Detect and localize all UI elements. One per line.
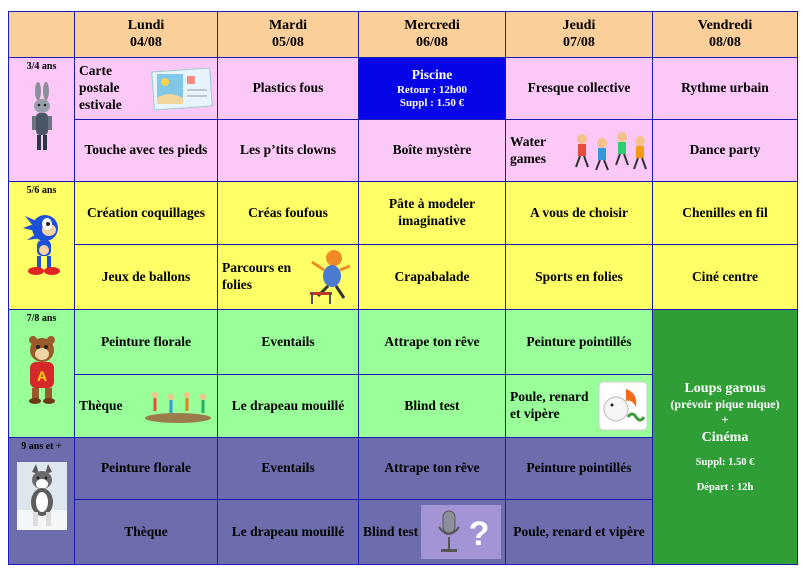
day-name: Mardi — [268, 18, 308, 34]
kids-playing-image — [570, 129, 648, 173]
header-day-thursday — [506, 12, 652, 57]
activity-label: A vous de choisir — [530, 204, 628, 220]
activity-r2-fri — [653, 120, 797, 181]
microphone-question-image — [421, 505, 501, 559]
age-group-label: 5/6 ans — [26, 185, 57, 196]
activity-label: Attrape ton rêve — [384, 333, 480, 349]
activity-label: Rythme urbain — [681, 80, 769, 96]
activity-label: Peinture pointillés — [526, 333, 632, 349]
activity-label: Peinture florale — [100, 460, 192, 476]
activity-label: Blind test — [404, 397, 460, 413]
activity-label: Poule, renard et vipère — [510, 389, 589, 421]
postcard-image — [151, 66, 213, 112]
activity-label: Créas foufous — [248, 204, 328, 220]
activity-r5-tue — [218, 310, 358, 374]
supplement-price: Suppl: 1.50 € — [695, 457, 755, 468]
friday-outing-cell — [653, 310, 797, 564]
activity-label: Peinture florale — [100, 333, 192, 349]
activity-r5-thu — [506, 310, 652, 374]
activity-label: Attrape ton rêve — [384, 460, 480, 476]
day-date: 05/08 — [272, 34, 304, 50]
age-group-label: 3/4 ans — [26, 61, 57, 72]
activity-r2-tue — [218, 120, 358, 181]
activity-r4-mon — [75, 245, 217, 309]
activity-r4-fri — [653, 245, 797, 309]
svg-text:?: ? — [468, 515, 490, 553]
activity-label: Dance party — [689, 142, 761, 158]
activity-label: Eventails — [261, 460, 315, 476]
age-group-5-6 — [9, 182, 74, 309]
activity-r7-thu — [506, 438, 652, 499]
activity-r6-tue — [218, 375, 358, 437]
day-name: Jeudi — [562, 18, 596, 34]
baseball-game-image — [143, 387, 213, 425]
activity-label: Piscine — [411, 66, 453, 82]
weekly-schedule-table — [8, 11, 798, 565]
chicken-fox-snake-image — [598, 381, 648, 431]
svg-text:A: A — [36, 367, 47, 384]
activity-label: Sports en folies — [535, 268, 623, 284]
activity-r4-thu — [506, 245, 652, 309]
activity-r1-mon — [75, 58, 217, 119]
age-group-label: 7/8 ans — [26, 313, 57, 324]
departure-time: Départ : 12h — [696, 482, 754, 494]
day-date: 08/08 — [709, 34, 741, 50]
day-date: 04/08 — [130, 34, 162, 50]
day-name: Vendredi — [697, 18, 753, 34]
activity-label: Boîte mystère — [392, 142, 472, 158]
activity-label: Carte postale estivale — [79, 63, 122, 112]
day-name: Mercredi — [404, 18, 460, 34]
activity-r4-wed — [359, 245, 505, 309]
activity-label: Blind test — [363, 523, 419, 539]
hurdle-runner-image — [304, 248, 354, 306]
activity-label: Touche avec tes pieds — [84, 142, 208, 158]
activity-label: Le drapeau mouillé — [231, 397, 345, 413]
activity-label: Thèque — [124, 523, 168, 539]
chipmunk-character-icon — [22, 334, 62, 406]
activity-r7-tue — [218, 438, 358, 499]
activity-r5-mon — [75, 310, 217, 374]
activity-r1-tue — [218, 58, 358, 119]
activity-r3-wed — [359, 182, 505, 244]
activity-label: Poule, renard et vipère — [513, 523, 645, 539]
activity-r2-mon — [75, 120, 217, 181]
activity-label: Pâte à modeler imaginative — [388, 196, 476, 228]
activity-r8-tue — [218, 500, 358, 564]
activity-r5-wed — [359, 310, 505, 374]
bunny-character-icon — [27, 82, 57, 154]
activity-label: Crapabalade — [394, 268, 470, 284]
activity-r8-thu — [506, 500, 652, 564]
activity-r7-wed — [359, 438, 505, 499]
activity-label: Chenilles en fil — [682, 204, 768, 220]
hedgehog-character-icon — [19, 206, 65, 278]
header-day-wednesday — [359, 12, 505, 57]
activity-label: Ciné centre — [691, 268, 759, 284]
activity-label: Water games — [510, 133, 546, 166]
header-day-friday — [653, 12, 797, 57]
activity-r8-wed — [359, 500, 505, 564]
activity-label: Jeux de ballons — [101, 268, 191, 284]
activity-label: Peinture pointillés — [526, 460, 632, 476]
activity-r7-mon — [75, 438, 217, 499]
activity-label: Parcours en folies — [222, 260, 292, 292]
activity-r6-wed — [359, 375, 505, 437]
activity-label: Plastics fous — [252, 80, 324, 96]
outing-note: (prévoir pique nique) — [670, 397, 780, 412]
day-date: 06/08 — [416, 34, 448, 50]
plus-sign: + — [721, 412, 729, 428]
age-group-3-4 — [9, 58, 74, 181]
activity-label: Le drapeau mouillé — [231, 523, 345, 539]
activity-r3-thu — [506, 182, 652, 244]
activity-r3-mon — [75, 182, 217, 244]
outing-title: Loups garous — [684, 380, 766, 396]
husky-dog-icon — [17, 462, 67, 530]
header-day-monday — [75, 12, 217, 57]
cinema-label: Cinéma — [701, 429, 749, 445]
activity-r2-thu — [506, 120, 652, 181]
header-corner — [9, 12, 74, 57]
activity-r6-thu — [506, 375, 652, 437]
activity-r3-tue — [218, 182, 358, 244]
activity-r1-thu — [506, 58, 652, 119]
day-date: 07/08 — [563, 34, 595, 50]
activity-label: Thèque — [79, 397, 123, 413]
activity-r2-wed — [359, 120, 505, 181]
return-time: Retour : 12h00 — [396, 83, 468, 96]
day-name: Lundi — [127, 18, 165, 34]
activity-r6-mon — [75, 375, 217, 437]
activity-r3-fri — [653, 182, 797, 244]
age-group-label: 9 ans et + — [21, 441, 62, 452]
age-group-9-plus — [9, 438, 74, 564]
activity-label: Création coquillages — [86, 204, 206, 220]
activity-r1-fri — [653, 58, 797, 119]
activity-r1-wed — [359, 58, 505, 119]
activity-r4-tue — [218, 245, 358, 309]
activity-label: Fresque collective — [527, 80, 631, 96]
activity-label: Eventails — [261, 333, 315, 349]
header-day-tuesday — [218, 12, 358, 57]
activity-r8-mon — [75, 500, 217, 564]
activity-label: Les p’tits clowns — [239, 142, 336, 158]
supplement-price: Suppl : 1.50 € — [399, 96, 465, 109]
age-group-7-8 — [9, 310, 74, 437]
